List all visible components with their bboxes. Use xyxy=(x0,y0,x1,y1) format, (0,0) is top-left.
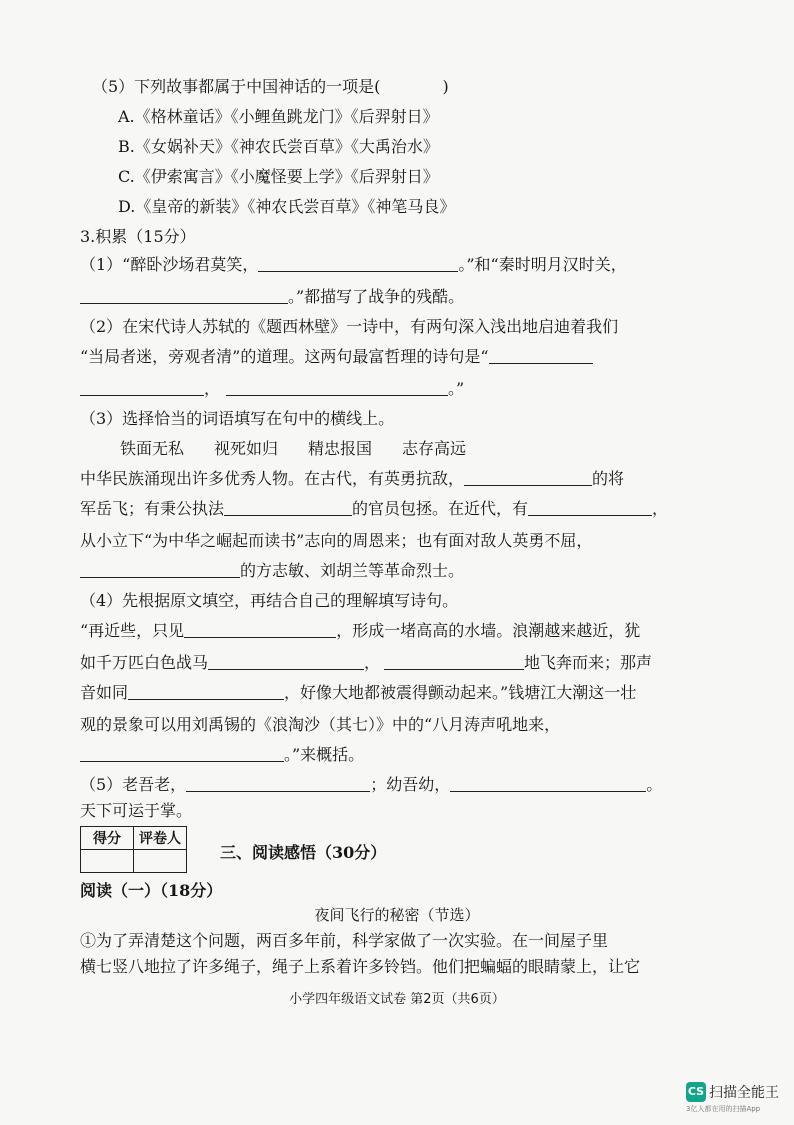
scanner-watermark xyxy=(686,1081,779,1114)
s3-q5-line2: 天下可运于掌。 xyxy=(80,801,193,820)
word-option: 精忠报国 xyxy=(308,439,373,458)
answer-blank[interactable] xyxy=(450,775,646,792)
s3-q2-line1: （2）在宋代诗人苏轼的《题西林壁》一诗中，有两句深入浅出地启迪着我们 xyxy=(80,317,619,336)
s3-q4-l2b: ， xyxy=(364,653,381,672)
answer-blank[interactable] xyxy=(226,379,448,396)
s3-q3-word-bank xyxy=(120,438,720,460)
s3-q1-b: 。”和“秦时明月汉时关， xyxy=(458,255,627,274)
article-paragraph-line: ①为了弄清楚这个问题，两百多年前，科学家做了一次实验。在一间屋子里 xyxy=(80,931,609,950)
article-paragraph-line: 横七竖八地拉了许多绳子，绳子上系着许多铃铛。他们把蝙蝠的眼睛蒙上，让它 xyxy=(80,957,641,976)
s3-q3-l2b: 的官员包拯。在近代，有 xyxy=(352,499,529,518)
s3-q3-title: （3）选择恰当的词语填写在句中的横线上。 xyxy=(80,409,395,428)
s3-q1-c: 。”都描写了战争的残酷。 xyxy=(288,287,465,306)
page-footer: 小学四年级语文试卷 第2页（共6页） xyxy=(289,992,505,1007)
answer-blank[interactable] xyxy=(384,653,524,670)
s3-q3-line4 xyxy=(80,560,680,582)
watermark-name: 扫描全能王 xyxy=(709,1084,779,1101)
s3-q3-l2c: ， xyxy=(652,499,669,518)
camscanner-logo-icon: CS xyxy=(686,1082,706,1102)
s3-q3-line3: 从小立下“为中华之崛起而读书”志向的周恩来；也有面对敌人英勇不屈， xyxy=(80,531,593,550)
score-cell[interactable] xyxy=(81,850,134,873)
s3-q1-a: （1）“醉卧沙场君莫笑， xyxy=(80,255,259,274)
s3-q3-line2 xyxy=(80,498,680,520)
answer-blank[interactable] xyxy=(208,653,364,670)
s3-q5-a: （5）老吾老， xyxy=(80,775,187,794)
s3-q4-l3b: ，好像大地都被震得颤动起来。”钱塘江大潮这一壮 xyxy=(284,683,637,702)
s3-q4-l1b: ，形成一堵高高的水墙。浪潮越来越近，犹 xyxy=(336,621,641,640)
watermark-subtitle: 3亿人都在用的扫描App xyxy=(686,1104,761,1113)
answer-blank[interactable] xyxy=(80,561,240,578)
s3-q4-line2 xyxy=(80,652,680,674)
s3-q5-line1 xyxy=(80,774,680,796)
s3-q4-line3 xyxy=(80,682,680,704)
s3-q4-l1a: “再近些，只见 xyxy=(80,621,185,640)
section-reading-title: 三、阅读感悟（30分） xyxy=(220,843,387,862)
answer-blank[interactable] xyxy=(258,255,458,272)
q5-option-d: D.《皇帝的新装》《神农氏尝百草》《神笔马良》 xyxy=(118,197,456,216)
s3-q3-l2a: 军岳飞；有秉公执法 xyxy=(80,499,225,518)
s3-q4-l2c: 地飞奔而来；那声 xyxy=(524,653,653,672)
s3-q2-line3 xyxy=(80,378,680,400)
s3-q4-title: （4）先根据原文填空，再结合自己的理解填写诗句。 xyxy=(80,591,459,610)
s3-q4-l5: 。”来概括。 xyxy=(284,745,365,764)
answer-blank[interactable] xyxy=(80,745,284,762)
s3-q4-line1 xyxy=(80,620,680,642)
score-header: 得分 xyxy=(81,827,134,850)
s3-q1-line1 xyxy=(80,254,680,276)
answer-blank[interactable] xyxy=(128,683,284,700)
s3-q2-line2 xyxy=(80,346,680,368)
grader-header: 评卷人 xyxy=(134,827,187,850)
answer-blank[interactable] xyxy=(186,775,370,792)
s3-q5-b: ；幼吾幼， xyxy=(370,775,451,794)
reading1-title: 阅读（一）（18分） xyxy=(80,881,223,900)
s3-q3-line1 xyxy=(80,468,680,490)
answer-blank[interactable] xyxy=(80,379,204,396)
s3-q2-b: “当局者迷，旁观者清”的道理。这两句最富哲理的诗句是“ xyxy=(80,347,489,366)
s3-q1-line2 xyxy=(80,286,680,308)
answer-blank[interactable] xyxy=(489,347,593,364)
answer-blank[interactable] xyxy=(224,499,352,516)
s3-q2-d: 。” xyxy=(448,379,465,398)
q5-option-b: B.《女娲补天》《神农氏尝百草》《大禹治水》 xyxy=(118,137,439,156)
s3-q4-line5 xyxy=(80,744,680,766)
answer-blank[interactable] xyxy=(80,287,288,304)
s3-q4-l3a: 音如同 xyxy=(80,683,129,702)
s3-q3-l1b: 的将 xyxy=(592,469,625,488)
grader-cell[interactable] xyxy=(134,850,187,873)
s3-q4-line4: 观的景象可以用刘禹锡的《浪淘沙（其七）》中的“八月涛声吼地来， xyxy=(80,715,561,734)
word-option: 铁面无私 xyxy=(120,439,185,458)
q5-stem-end: ) xyxy=(442,77,449,96)
q5-option-c: C.《伊索寓言》《小魔怪要上学》《后羿射日》 xyxy=(118,167,439,186)
word-option: 视死如归 xyxy=(214,439,279,458)
word-option: 志存高远 xyxy=(402,439,467,458)
answer-blank[interactable] xyxy=(464,469,592,486)
q5-stem xyxy=(92,76,692,98)
article-title: 夜间飞行的秘密（节选） xyxy=(314,906,480,924)
s3-q4-l2a: 如千万匹白色战马 xyxy=(80,653,209,672)
q5-option-a: A.《格林童话》《小鲤鱼跳龙门》《后羿射日》 xyxy=(118,107,439,126)
score-table xyxy=(80,826,187,873)
s3-q2-c: ， xyxy=(204,379,221,398)
q5-stem-text: （5）下列故事都属于中国神话的一项是( xyxy=(92,77,381,96)
answer-blank[interactable] xyxy=(184,621,336,638)
s3-q3-l1a: 中华民族涌现出许多优秀人物。在古代，有英勇抗敌， xyxy=(80,469,465,488)
answer-blank[interactable] xyxy=(528,499,652,516)
s3-q5-c: 。 xyxy=(646,775,663,794)
s3-q3-l4: 的方志敏、刘胡兰等革命烈士。 xyxy=(240,561,465,580)
section3-title: 3.积累（15分） xyxy=(80,227,196,246)
